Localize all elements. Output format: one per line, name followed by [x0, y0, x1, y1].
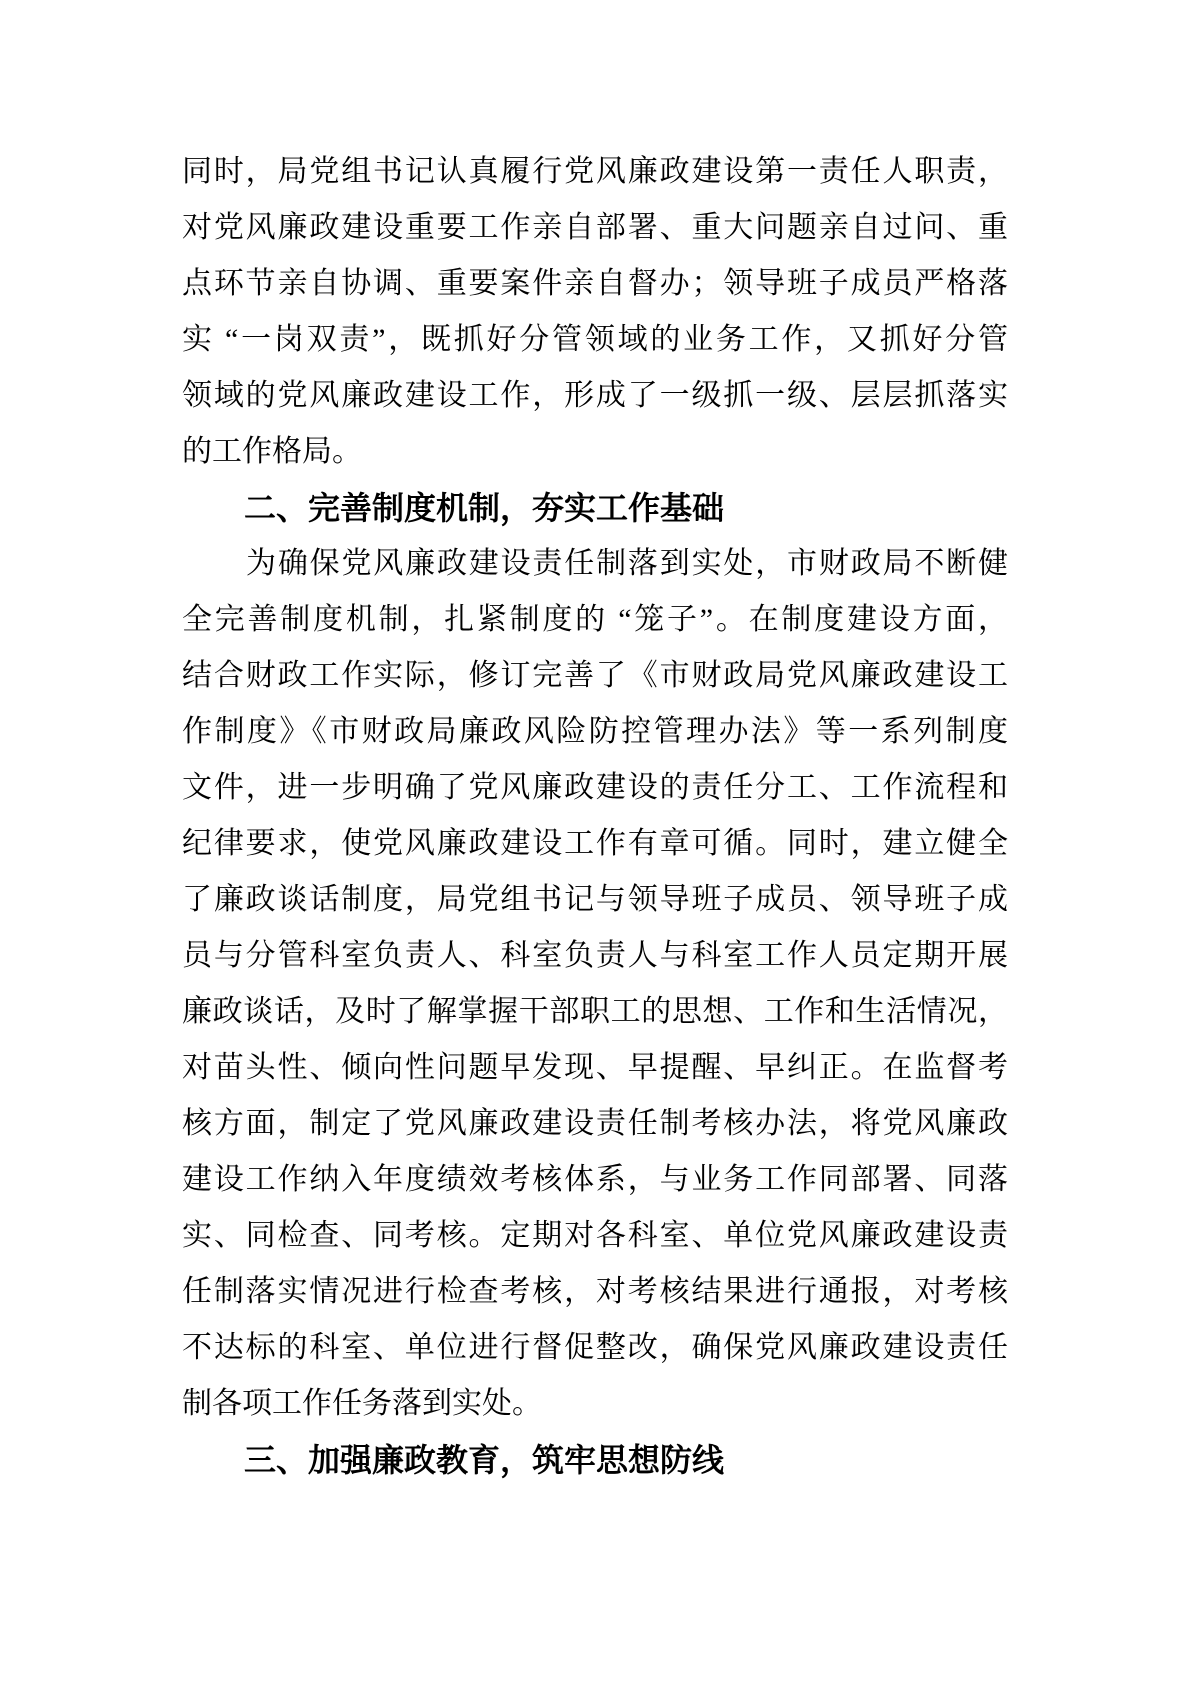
text-line: 同时，局党组书记认真履行党风廉政建设第一责任人职责， [182, 155, 1008, 188]
document-body [182, 144, 1008, 1488]
text-line: 不达标的科室、单位进行督促整改，确保党风廉政建设责任 [182, 1331, 1008, 1364]
text-line: 任制落实情况进行检查考核，对考核结果进行通报，对考核 [182, 1275, 1008, 1308]
section-heading-3: 三、加强廉政教育，筑牢思想防线 [244, 1442, 725, 1478]
text-line: 实 “一岗双责”，既抓好分管领域的业务工作，又抓好分管 [182, 323, 1008, 356]
text-line: 建设工作纳入年度绩效考核体系，与业务工作同部署、同落 [182, 1163, 1008, 1196]
text-line: 纪律要求，使党风廉政建设工作有章可循。同时，建立健全 [182, 827, 1008, 860]
text-line: 点环节亲自协调、重要案件亲自督办；领导班子成员严格落 [182, 267, 1008, 300]
text-line: 廉政谈话，及时了解掌握干部职工的思想、工作和生活情况， [182, 995, 1008, 1028]
text-line: 制各项工作任务落到实处。 [182, 1387, 542, 1420]
text-line: 核方面，制定了党风廉政建设责任制考核办法，将党风廉政 [182, 1107, 1008, 1140]
text-line: 结合财政工作实际，修订完善了《市财政局党风廉政建设工 [182, 659, 1008, 692]
text-line: 文件，进一步明确了党风廉政建设的责任分工、工作流程和 [182, 771, 1008, 804]
text-line: 了廉政谈话制度，局党组书记与领导班子成员、领导班子成 [182, 883, 1008, 916]
text-line: 为确保党风廉政建设责任制落到实处，市财政局不断健 [246, 547, 1008, 580]
text-line: 的工作格局。 [182, 435, 362, 468]
text-line: 员与分管科室负责人、科室负责人与科室工作人员定期开展 [182, 939, 1008, 972]
text-line: 对党风廉政建设重要工作亲自部署、重大问题亲自过问、重 [182, 211, 1008, 244]
text-line: 领域的党风廉政建设工作，形成了一级抓一级、层层抓落实 [182, 379, 1008, 412]
text-line: 作制度》《市财政局廉政风险防控管理办法》等一系列制度 [182, 715, 1008, 748]
text-line: 全完善制度机制，扎紧制度的 “笼子”。在制度建设方面， [182, 603, 1008, 636]
text-line: 对苗头性、倾向性问题早发现、早提醒、早纠正。在监督考 [182, 1051, 1008, 1084]
section-heading-2: 二、完善制度机制，夯实工作基础 [244, 490, 725, 526]
text-line: 实、同检查、同考核。定期对各科室、单位党风廉政建设责 [182, 1219, 1008, 1252]
